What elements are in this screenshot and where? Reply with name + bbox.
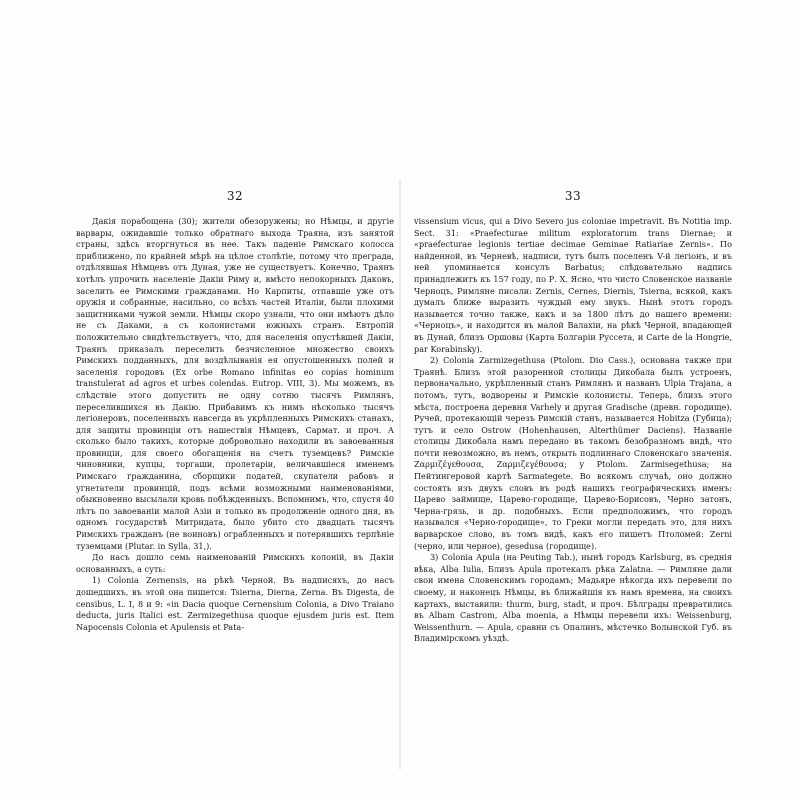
- left-paragraph-3: 1) Colonia Zernensis, на рѣкѣ Черной. Въ надписяхъ, до насъ дошедшихъ, въ этой она пишется: Tsierna, Dierna, Zerna. Въ Digesta, de censibus, L. I, 8 и 9: «in Dacia quoque Cernensium Colonia, a Divo Traiano deducta, juris Italici est. Zermizegethusa quoque ejusdem juris est. Item Napocensis Colonia et Apulensis et Pata-: [76, 575, 394, 632]
- left-paragraph-1: Дакія порабощена (30); жители обезоружены; но Нѣмцы, и другіе варвары, ожидавшіе только обратнаго выхода Траяна, изъ занятой страны, здѣсь вторгнуться въ нее. Такъ паденіе Римскаго колосса приближено, по крайней мѣрѣ на цѣлое столѣтіе, потому что преграда, отдѣлявшая Нѣмцевъ отъ Дуная, уже не существуетъ. Конечно, Траянъ хотѣлъ упрочить населеніе Дакіи Риму и, вмѣсто непокорныхъ Даковъ, заселить ее Римскими гражданами. Но Карпиты, отпавшіе уже отъ оружія и собранные, насильно, со всѣхъ частей Италіи, были плохими защитниками чужой земли. Нѣмцы скоро узнали, что они имѣютъ дѣло не съ Даками, а съ колонистами южныхъ странъ. Евтропій положительно свидѣтельствуетъ, что, для населенія опустѣвшей Дакіи, Траянъ приказалъ переселить безчисленное множество своихъ Римскихъ подданныхъ, для воздѣлыванія ея опустошенныхъ полей и заселенія городовъ (Ex orbe Romano infinitas eo copias hominum transtulerat ad agros et urbes colendas. Eutrop. VIII, 3). Мы можемъ, въ слѣдствіе этого допустить не одну сотню тысячъ Римлянъ, переселившихся въ Дакію. Прибавимъ къ нимъ нѣсколько тысячъ легіонеровъ, поселенныхъ навсегда въ укрѣпленныхъ Римскихъ станахъ, для защиты провинціи отъ нашествія Нѣмцевъ, Сармат. и проч. А сколько было такихъ, которые добровольно находили въ завоеванныя провинціи, для своего обогащенія на счетъ туземцевъ? Римскіе чиновники, купцы, торгаши, пролетаріи, величавшіеся именемъ Римскаго гражданина, сборщики податей, скупатели рабовъ и угнетатели провинцій, подъ всѣми возможными наименованіями, обыкновенно высылали кровь побѣжденныхъ. Вспомнимъ, что, спустя 40 лѣтъ по завоеваніи малой Азіи и только въ продолженіе одного дня, въ одномъ государствѣ Митридата, было убито сто двадцать тысячъ Римскихъ гражданъ (не воиновъ) ограбленныхъ и потерявшихъ терпѣніе туземцами (Plutar. in Sylla. 31,).: [76, 216, 394, 551]
- right-page-text: [414, 216, 732, 645]
- right-paragraph-1: vissensium vicus, qui a Divo Severo jus coloniae impetravit. Въ Notitia imp. Sect. 31: «Praefecturae militum exploratorum trans Diernae; и «praefecturae legionis tertiae decimae Geminae Ratiariae Zernis». По найденной, въ Черневѣ, надписи, тутъ былъ поселенъ V-й легіонъ, и въ ней упоминается консулъ Barbatus; слѣдовательно надпись принадлежитъ къ 157 году, по Р. Х. Ясно, что чисто Словенское названіе Черноцъ, Римляне писали: Zernis, Cernes, Diernis, Tsierna, всякой, какъ думалъ ближе выразить чуждый ему звукъ. Нынѣ этотъ городъ называется точно также, какъ и за 1800 лѣтъ до нашего времени: «Черноцъ», и находится въ малой Валахіи, на рѣкѣ Черной, впадающей въ Дунай, близъ Оршовы (Карта Болгаріи Руссета, и Carte de la Hongrie, par Korabinsky).: [414, 216, 732, 354]
- left-page-number: 32: [226, 189, 244, 203]
- right-paragraph-3: 3) Colonia Apula (на Peuting Tab.), нынѣ городъ Karlsburg, въ среднія вѣка, Alba Iulia. Близъ Apula протекалъ рѣка Zalatna. — Римляне дали свои имена Словенскимъ городамъ; Мадьяре нѣкогда ихъ перевели по своему, и наконецъ Нѣмцы, въ ближайшія къ намъ времена, на своихъ картахъ, выставили: thurm, burg, stadt, и проч. Бѣлграды превратились въ Albam Castrom, Alba moenia, а Нѣмцы перевели ихъ: Weissenburg, Weissenthurn. — Apula, сравни съ Опалинъ, мѣстечко Волынской Губ. въ Владимірскомъ уѣздѣ.: [414, 552, 732, 644]
- left-paragraph-2: До насъ дошло семь наименованій Римскихъ колоній, въ Дакіи основанныхъ, а суть:: [76, 552, 394, 574]
- right-page-number: 33: [564, 189, 582, 203]
- right-paragraph-2: 2) Colonia Zarmizegethusa (Ptolom. Dio Cass.), основана также при Траянѣ. Близъ этой разоренной столицы Дикобала былъ устроенъ, первоначально, укрѣпленный станъ Римлянъ и названъ Ulpia Trajana, а потомъ, тутъ, водворены и Римскіе колонисты. Теперь, близъ этого мѣста, построена деревня Varhely и другая Gradische (древн. городище). Ручей, протекающій черезъ Римскій станъ, называется Hobitza (Губица); тутъ и село Ostrow (Hohenhausen, Alterthümer Daciens). Названіе столицы Дикобала намъ передано въ такомъ безобразномъ видѣ, что почти невозможно, въ немъ, открыть подлиннаго Словенскаго значенія. Ζαρμιζέγεθουσα, Ζαρμιζεγέθουσα; у Ptolom. Zarmisegethusa; на Пейтингеровой картѣ Sarmategete. Во всякомъ случаѣ, оно должно состоять изъ двухъ словъ въ родѣ нашихъ географическихъ именъ: Царево займище, Царево-городище, Царево-Борисовъ, Черно затонъ, Черна-грязь, и др. подобныхъ. Если предположимъ, что городъ назывался «Черно-городище», то Греки могли передать это, для нихъ варварское слово, въ томъ видѣ, какъ его пишетъ Птоломей: Zerni (черно, или черное), gesedusa (городище).: [414, 355, 732, 551]
- left-page: [76, 188, 394, 633]
- left-page-text: [76, 216, 394, 633]
- book-gutter: [399, 180, 401, 770]
- right-page: [414, 188, 732, 645]
